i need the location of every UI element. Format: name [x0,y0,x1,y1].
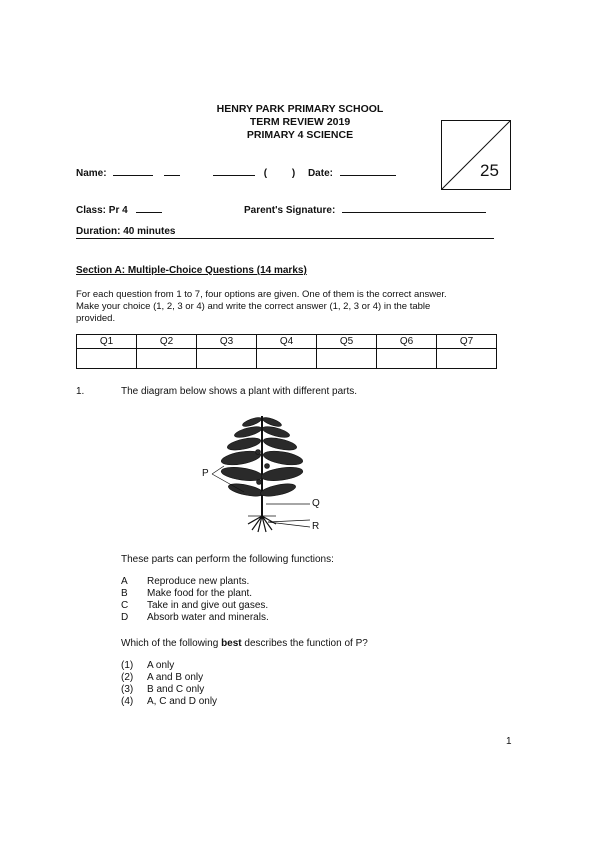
option-2[interactable] [121,672,217,684]
date-label: Date: [307,168,333,179]
function-d-letter: D [121,612,129,623]
section-a-title: Section A: Multiple-Choice Questions (14 marks) [76,265,307,276]
answer-cell-q5[interactable] [317,349,377,369]
score-diagonal [442,121,510,189]
function-c-letter: C [121,600,129,611]
prompt-after: describes the function of P? [241,638,368,649]
instructions-line-3: provided. [76,313,116,324]
diagram-label-r: R [312,521,320,532]
option-2-num: (2) [121,672,134,683]
answer-table-answer-row [77,349,497,369]
function-b-letter: B [121,588,128,599]
functions-intro: These parts can perform the following functions: [121,554,334,565]
option-3[interactable] [121,684,217,696]
option-4-num: (4) [121,696,134,707]
answer-cell-q3[interactable] [197,349,257,369]
option-1-text: A only [147,660,175,671]
question-1-number: 1. [76,386,85,397]
diagram-label-q: Q [312,498,320,509]
question-1-options [121,660,217,708]
name-label: Name: [76,168,107,179]
parent-row [244,203,486,216]
answer-header-q2: Q2 [137,335,197,349]
answer-cell-q6[interactable] [377,349,437,369]
option-4[interactable] [121,696,217,708]
function-d [121,612,269,624]
prompt-before: Which of the following [121,638,222,649]
functions-list [121,576,269,624]
answer-table-header-row [77,335,497,349]
option-1[interactable] [121,660,217,672]
name-blank-3[interactable] [213,166,255,176]
class-blank[interactable] [136,203,162,213]
parent-signature-label: Parent's Signature: [244,205,336,216]
class-label: Class: Pr 4 [76,205,128,216]
answer-header-q4: Q4 [257,335,317,349]
option-2-text: A and B only [147,672,204,683]
function-a [121,576,269,588]
function-d-text: Absorb water and minerals. [147,612,269,623]
section-a-instructions [76,289,447,325]
question-1-stem: The diagram below shows a plant with different parts. [121,386,358,397]
plant-diagram [196,408,326,538]
date-blank[interactable] [340,166,396,176]
answer-header-q5: Q5 [317,335,377,349]
question-1-prompt [121,638,368,649]
answer-cell-q4[interactable] [257,349,317,369]
name-blank-2[interactable] [164,166,180,176]
answer-cell-q2[interactable] [137,349,197,369]
prompt-bold: best [221,638,242,649]
answer-table [76,334,497,369]
option-3-text: B and C only [147,684,205,695]
name-blank-1[interactable] [113,166,153,176]
subject-title: PRIMARY 4 SCIENCE [246,129,354,141]
answer-header-q6: Q6 [377,335,437,349]
index-paren-close: ) [291,168,296,179]
index-paren-open: ( [263,168,268,179]
class-row [76,203,162,216]
option-4-text: A, C and D only [147,696,218,707]
function-c-text: Take in and give out gases. [147,600,269,611]
duration: Duration: 40 minutes [76,226,176,237]
score-box [441,120,511,190]
parent-signature-blank[interactable] [342,203,486,213]
option-1-num: (1) [121,660,134,671]
answer-header-q7: Q7 [437,335,497,349]
function-b-text: Make food for the plant. [147,588,253,599]
option-3-num: (3) [121,684,134,695]
school-name: HENRY PARK PRIMARY SCHOOL [216,103,384,115]
name-date-row [76,166,436,179]
instructions-line-2: Make your choice (1, 2, 3 or 4) and write the correct answer (1, 2, 3 or 4) in the table [76,301,431,312]
function-a-letter: A [121,576,128,587]
term-title: TERM REVIEW 2019 [249,116,351,128]
score-total: 25 [480,161,499,180]
answer-cell-q1[interactable] [77,349,137,369]
function-a-text: Reproduce new plants. [147,576,250,587]
function-c [121,600,269,612]
diagram-label-p: P [202,468,209,479]
answer-header-q3: Q3 [197,335,257,349]
header-rule [76,238,494,239]
answer-header-q1: Q1 [77,335,137,349]
function-b [121,588,269,600]
answer-cell-q7[interactable] [437,349,497,369]
instructions-line-1: For each question from 1 to 7, four options are given. One of them is the correct answer. [76,289,447,300]
page-number: 1 [506,736,512,747]
